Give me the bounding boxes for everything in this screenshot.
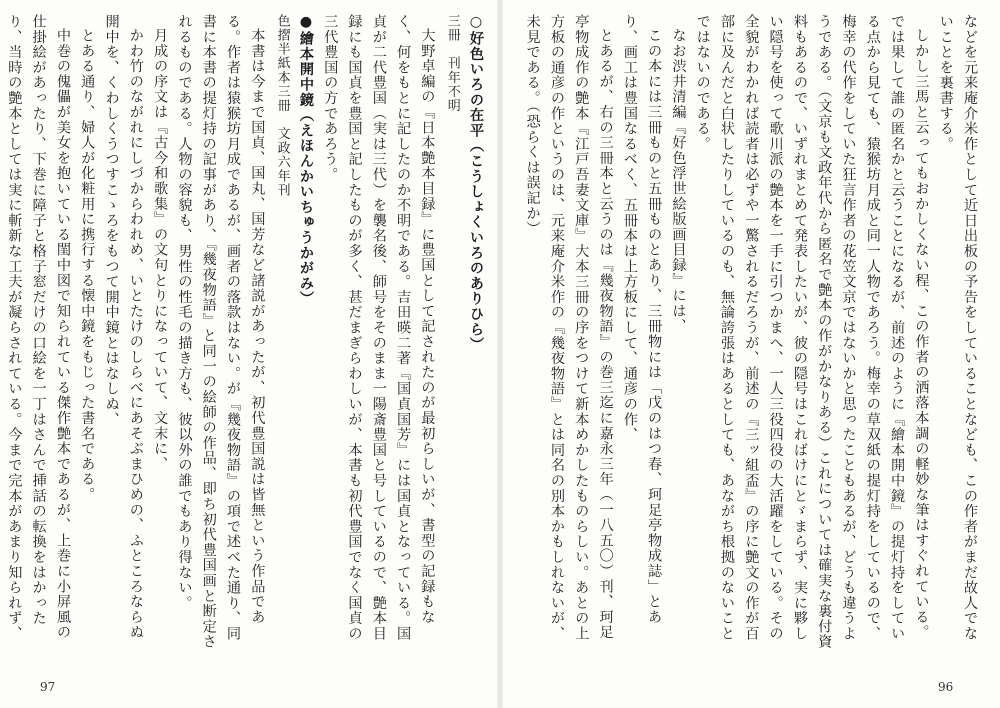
paragraph: とあるが、右の三冊本と云うのは『幾夜物語』の巻三迄に嘉永三年（一八五〇）刊、珂足亭物成作の艶本『江戸吾妻文庫』大本三冊の序をつけて新本めかしたものらしい。あとの上方板の通彦の作というのは、元来庵介米作の『幾夜物語』とは同名の別本かもしれないが、未見である。（恐らくは誤記か） <box>524 14 614 642</box>
right-page <box>512 14 982 654</box>
entry-heading: ○好色いろの在平（こうしょくいろのありひら） <box>468 14 484 353</box>
entry-meta: 三冊 刊年不明 <box>444 14 460 113</box>
paragraph: とある通り、婦人が化粧用に携行する懐中鏡をもじった書名である。 <box>79 28 96 503</box>
page-number-left: 97 <box>40 680 56 694</box>
left-page-text <box>6 14 488 654</box>
paragraph: なお渋井清編『好色浮世絵版画目録』には、 <box>670 28 687 335</box>
paragraph: しかし三馬と云ってもおかしくない程、この作者の洒落本調の軽妙な筆はすぐれている。では果して誰の匿名かと云うことになるが、前述のように『繪本開中鏡』の提灯持をしている点から見ても、猿猴坊月成と同一人物であろう。梅幸の草双紙の提灯持をしているので、梅幸の代作をしていた狂言作者の花笠文京ではないかと思ったこともあるが、どうも違うようである。（文京も文政年代から匿名で艶本の作がかなりある）これについては確実な裏付資料もあるので、いずれまとめて発表したいが、彼の隠号はこればけにとゞまらず、実に夥しい隠号を使って歌川派の艶本を一手に引つかまへ、一人三役四役の大活躍をしている。その全貌がわかれば読者は必ずや一驚されるだろうが、前述の『三ッ組盃』の序に艶文の作が百部に及んだと白状したりしているのも、無論誇張はあるとしても、あながち根拠のないことではないのである。 <box>694 14 930 650</box>
paragraph: 月成の序文は『古今和歌集』の文句とりになっていて、文末に、 <box>152 28 169 472</box>
paragraph: 大野卓編の『日本艶本目録』に豊国として記されたのが最初らしいが、書型の記録もなく、何をもとに記したのか不明である。吉田暎二著『国貞国芳』には国貞となっている。国貞が二代豊国（実は三代）を襲名後、師号をそのまま一陽斎豊国と号しているので、艶本目録にも国貞を豊国と記したものが多く、甚だまぎらわしいが、本書も初代豊国でなく国貞の三代豊国の方であろう。 <box>322 14 436 642</box>
page-number-right: 96 <box>938 680 954 694</box>
quoted-paragraph: かわ竹のながれにしづからわれめ、いとたけのしらべにあそぶまひめの、ふところならぬ開中を、くわしくうつすこゝろをもつて開中鏡とはなしぬ、 <box>103 14 144 641</box>
paragraph: 中巻の傀儡が美女を抱いている閨中図で知られている傑作艶本であるが、上巻に小屏風の仕掛絵があったり、下巻に障子と格子窓だけの口絵を一丁はさんで挿話の転換をはかったり、当時の艶本としては実に斬新な工夫が凝らされている。今まで完本があまり知られず、 <box>6 14 71 642</box>
quoted-paragraph: この本には三冊ものと五冊ものとあり、三冊物には「戊のはつ春、珂足亭物成誌」とあり、画工は豊国なるべく、五冊本は上方板にして、通彦の作、 <box>621 14 663 625</box>
entry-meta: 色摺半紙本三冊 文政六年刊 <box>274 14 290 198</box>
right-page-text <box>512 14 982 654</box>
paragraph: 本書は今まで国貞、国丸、国芳など諸説があったが、初代豊国説は皆無という作品である。作者は猿猴坊月成であるが、画者の落款はない。が『幾夜物語』の項で述べた通り、同書に本書の提灯持の記事があり、『幾夜物語』と同一の絵師の作品、即ち初代豊国画と断定されるものである。人物の容貌も、男性の性毛の描き方も、彼以外の誰でもあり得ない。 <box>176 14 266 650</box>
entry-heading: ●繪本開中鏡（えほんかいちゅうかがみ） <box>297 14 314 307</box>
paragraph: などを元来庵介米作として近日出板の予告をしていることなども、この作者がまだ故人でないことを裏書する。 <box>937 14 978 642</box>
left-page <box>6 14 488 654</box>
book-gutter <box>497 0 503 708</box>
